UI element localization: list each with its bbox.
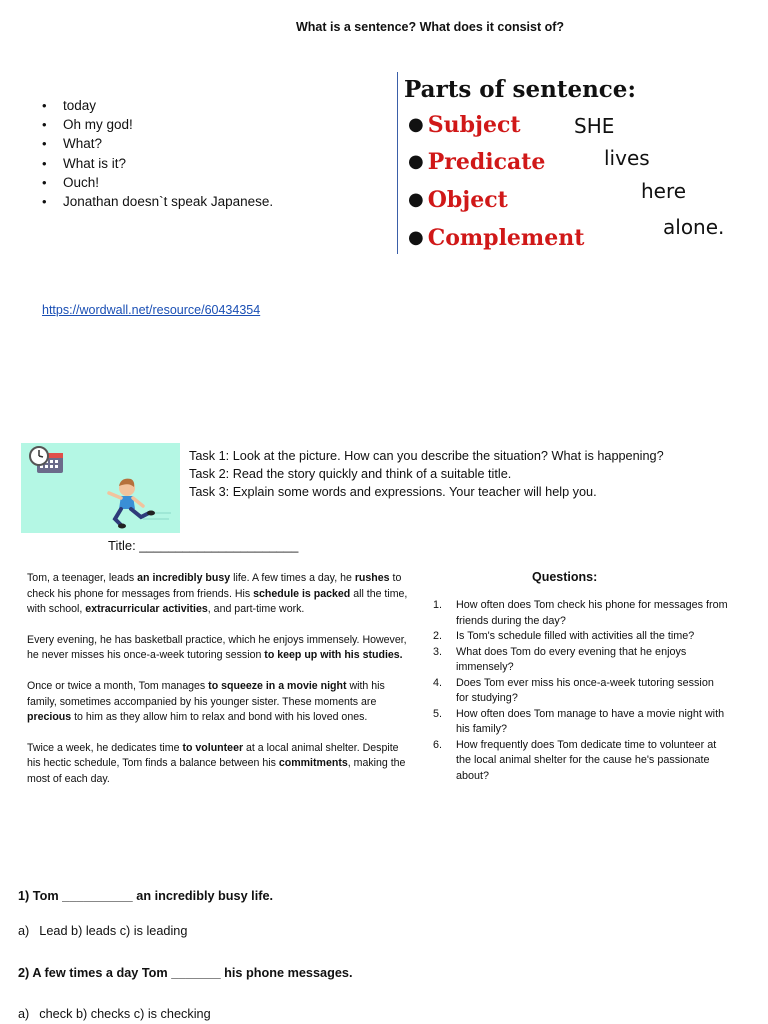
parts-of-sentence-panel [397,72,758,254]
bullet-icon: ● [408,227,424,248]
page-title: What is a sentence? What does it consist of? [295,20,565,34]
running-boy-illustration [21,443,180,533]
exercise-options-2: a) check b) checks c) is checking [18,1007,211,1021]
question-item: 2. Is Tom's schedule filled with activities all the time? [433,630,695,642]
calendar-clock-icon [30,447,63,473]
story-paragraph: Twice a week, he dedicates time to volunteer at a local animal shelter. Despite his hectic schedule, Tom finds a balance between his commitments, making the most of each day. [27,741,406,785]
task-item: Task 3: Explain some words and expressions. Your teacher will help you. [189,485,597,499]
part-example: alone. [663,215,725,239]
part-example: lives [604,146,650,170]
story-picture [21,443,180,533]
example-list [42,96,273,211]
part-predicate: ● Predicate [408,149,546,175]
running-boy [109,479,171,529]
list-item: • Oh my god! [42,115,273,134]
question-item: 3. What does Tom do every evening that he enjoys immensely? [433,645,687,673]
questions-heading: Questions: [532,570,598,584]
bullet-icon: ● [408,151,424,172]
question-item: 4. Does Tom ever miss his once-a-week tutoring session for studying? [433,676,714,704]
questions-list [433,598,729,784]
wordwall-link[interactable]: https://wordwall.net/resource/60434354 [42,303,261,317]
story-paragraph: Tom, a teenager, leads an incredibly busy life. A few times a day, he rushes to check his phone for messages from friends. His schedule is packed all the time, with school, extracurricular activities, and part-time work. [27,572,408,616]
question-item: 6. How frequently does Tom dedicate time to volunteer at the local animal shelter for the cause he's passionate about? [433,738,717,782]
task-item: Task 1: Look at the picture. How can you describe the situation? What is happening? [189,449,664,463]
list-item: • Jonathan doesn`t speak Japanese. [42,192,273,211]
question-item: 5. How often does Tom manage to have a movie night with his family? [433,707,725,735]
exercise-question-1: 1) Tom __________ an incredibly busy life. [18,889,274,903]
parts-title: Parts of sentence: [404,76,636,103]
title-blank: Title: ______________________ [108,538,299,553]
story-text [27,571,409,803]
part-example: here [641,179,687,203]
list-item: • Ouch! [42,173,273,192]
bullet-icon: ● [408,114,424,135]
list-item: • What? [42,134,273,153]
part-example: SHE [574,114,615,138]
task-item: Task 2: Read the story quickly and think of a suitable title. [189,467,512,481]
question-item: 1. How often does Tom check his phone for messages from friends during the day? [433,599,728,627]
story-paragraph: Every evening, he has basketball practice, which he enjoys immensely. However, he never misses his once-a-week tutoring session to keep up with his studies. [27,633,407,662]
list-item: • What is it? [42,154,273,173]
story-paragraph: Once or twice a month, Tom manages to squeeze in a movie night with his family, sometimes accompanied by his younger sister. These moments are precious to him as they allow him to relax and bond with his loved ones. [27,679,385,724]
part-complement: ● Complement [408,225,585,251]
bullet-icon: ● [408,189,424,210]
exercise-options-1: a) Lead b) leads c) is leading [18,924,188,938]
exercise-question-2: 2) A few times a day Tom _______ his phone messages. [18,966,353,980]
part-subject: ● Subject [408,112,521,138]
list-item: • today [42,96,273,115]
part-object: ● Object [408,187,508,213]
task-list [189,447,664,501]
